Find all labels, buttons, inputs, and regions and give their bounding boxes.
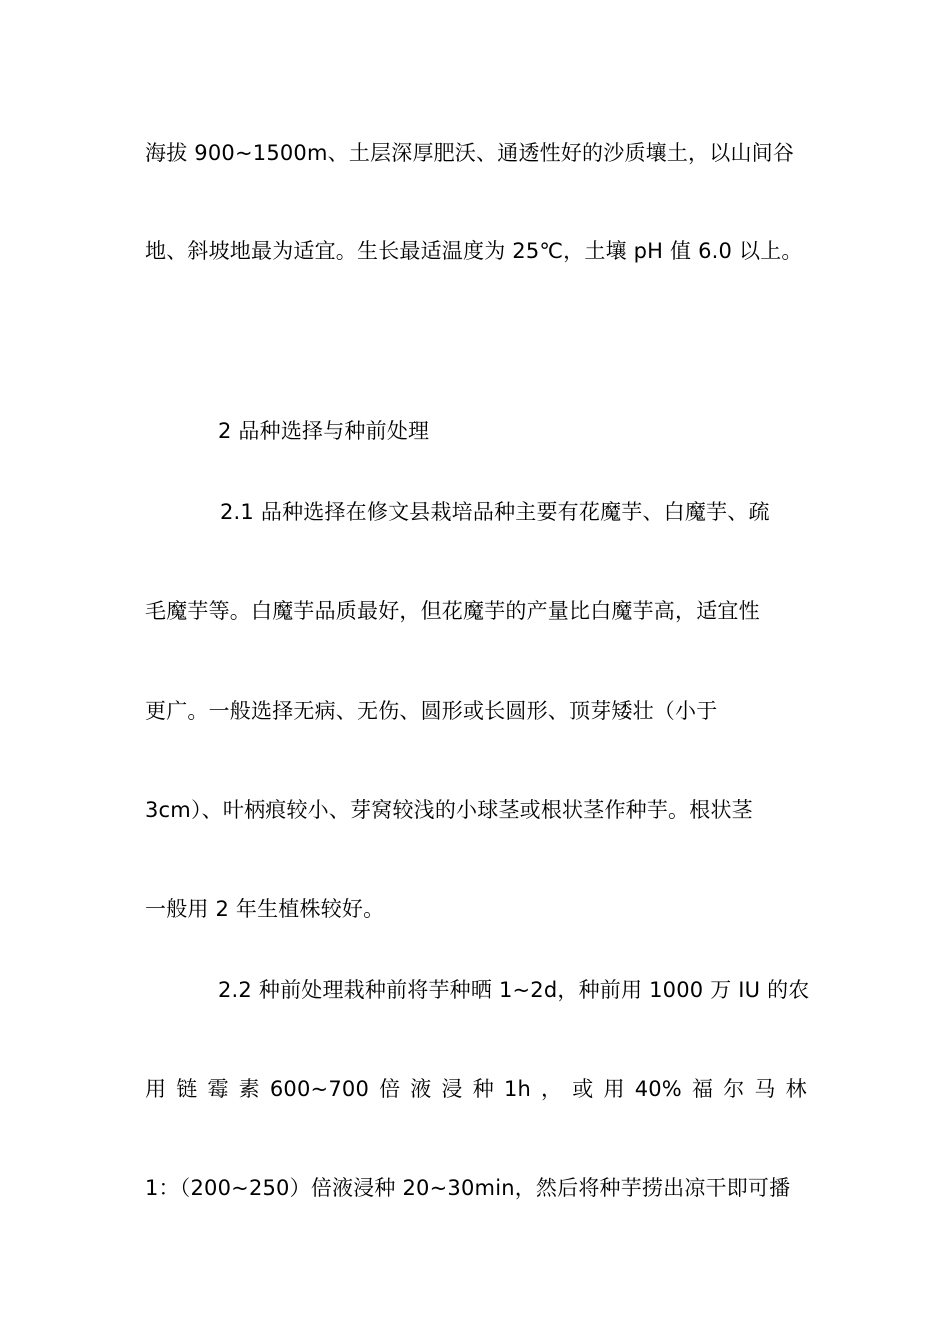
word: 1h	[503, 1077, 532, 1101]
word: 40%	[634, 1077, 682, 1101]
word: 马	[754, 1077, 776, 1101]
section-heading: 2 品种选择与种前处理	[218, 419, 430, 443]
word: 用	[145, 1077, 167, 1101]
text-line: 1：（200~250）倍液浸种 20~30min，然后将种芋捞出凉干即可播	[145, 1176, 791, 1200]
word: 霉	[207, 1077, 229, 1101]
word: 链	[176, 1077, 198, 1101]
word: 用	[603, 1077, 625, 1101]
word: 素	[238, 1077, 260, 1101]
justified-text-line	[145, 1074, 807, 1104]
text-line: 毛魔芋等。白魔芋品质最好，但花魔芋的产量比白魔芋高，适宜性	[145, 599, 760, 623]
word: 或	[572, 1077, 594, 1101]
text-line: 地、斜坡地最为适宜。生长最适温度为 25℃，土壤 pH 值 6.0 以上。	[145, 239, 803, 263]
text-line: 2.1 品种选择在修文县栽培品种主要有花魔芋、白魔芋、疏	[220, 500, 770, 524]
word: ，	[541, 1077, 563, 1101]
word: 尔	[723, 1077, 745, 1101]
word: 600~700	[269, 1077, 370, 1101]
word: 液	[410, 1077, 432, 1101]
word: 倍	[379, 1077, 401, 1101]
text-line: 3cm）、叶柄痕较小、芽窝较浅的小球茎或根状茎作种芋。根状茎	[145, 798, 753, 822]
word: 种	[472, 1077, 494, 1101]
word: 林	[785, 1077, 807, 1101]
text-line: 更广。一般选择无病、无伤、圆形或长圆形、顶芽矮壮（小于	[145, 699, 718, 723]
text-line: 海拔 900~1500m、土层深厚肥沃、通透性好的沙质壤土，以山间谷	[145, 141, 795, 165]
word: 福	[691, 1077, 714, 1101]
text-line: 2.2 种前处理栽种前将芋种晒 1~2d，种前用 1000 万 IU 的农	[218, 978, 810, 1002]
word: 浸	[441, 1077, 463, 1101]
text-line: 一般用 2 年生植株较好。	[145, 897, 385, 921]
